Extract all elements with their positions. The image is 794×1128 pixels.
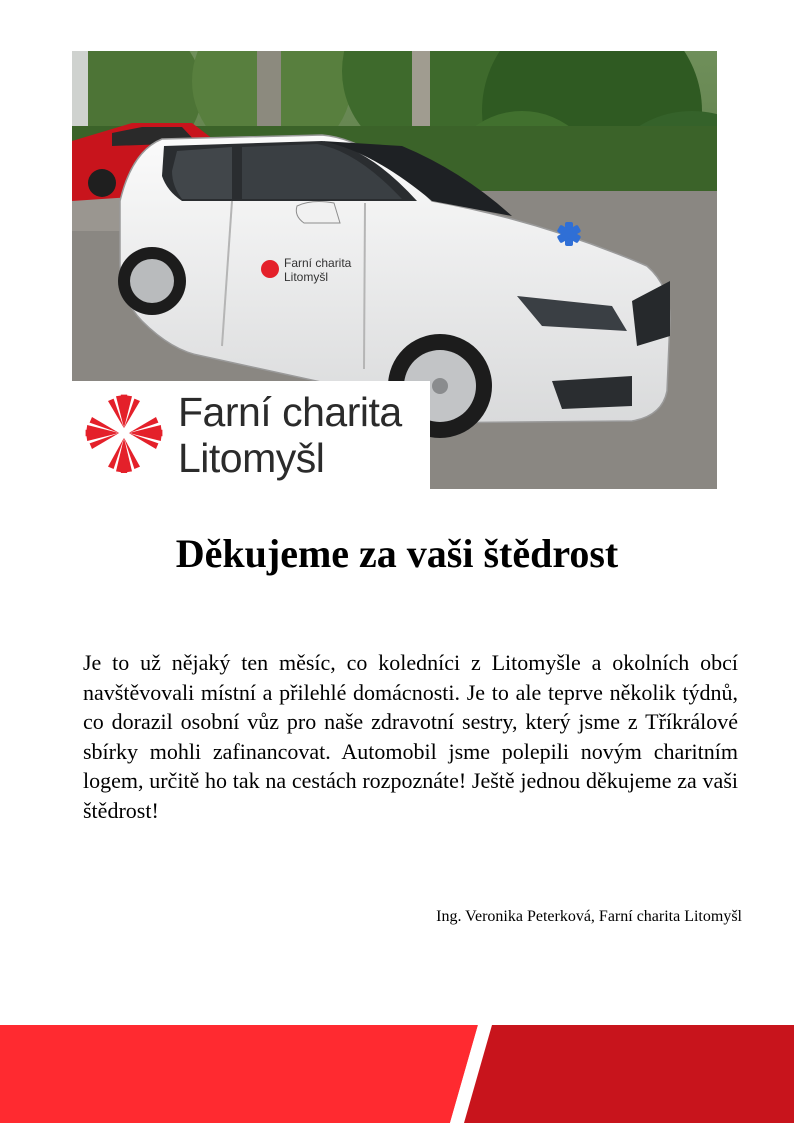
footer-band (0, 1025, 794, 1123)
charity-logo (72, 381, 430, 489)
car-decal-line2: Litomyšl (284, 270, 329, 284)
caritas-cross-icon (84, 393, 164, 473)
signature: Ing. Veronika Peterková, Farní charita Litomyšl (436, 908, 742, 925)
car-decal-line1: Farní charita (284, 256, 352, 270)
logo-line2: Litomyšl (178, 435, 325, 481)
logo-wordmark (178, 389, 402, 481)
footer-stripes (0, 1025, 794, 1123)
body-text: Je to už nějaký ten měsíc, co koledníci z Litomyšle a okolních obcí navštěvovali místní a přilehlé domácnosti. Je to ale teprve několik týdnů, co dorazil osobní vůz pro naše zdravotní sestry, který jsme z Tříkrálové sbírky mohli zafinancovat. Automobil jsme polepili novým charitním logem, určitě ho tak na cestách rozpoznáte! Ještě jednou děkujeme za vaši štědrost! (83, 650, 738, 823)
page-title: Děkujeme za vaši štědrost (175, 531, 619, 576)
logo-line1: Farní charita (178, 389, 402, 435)
